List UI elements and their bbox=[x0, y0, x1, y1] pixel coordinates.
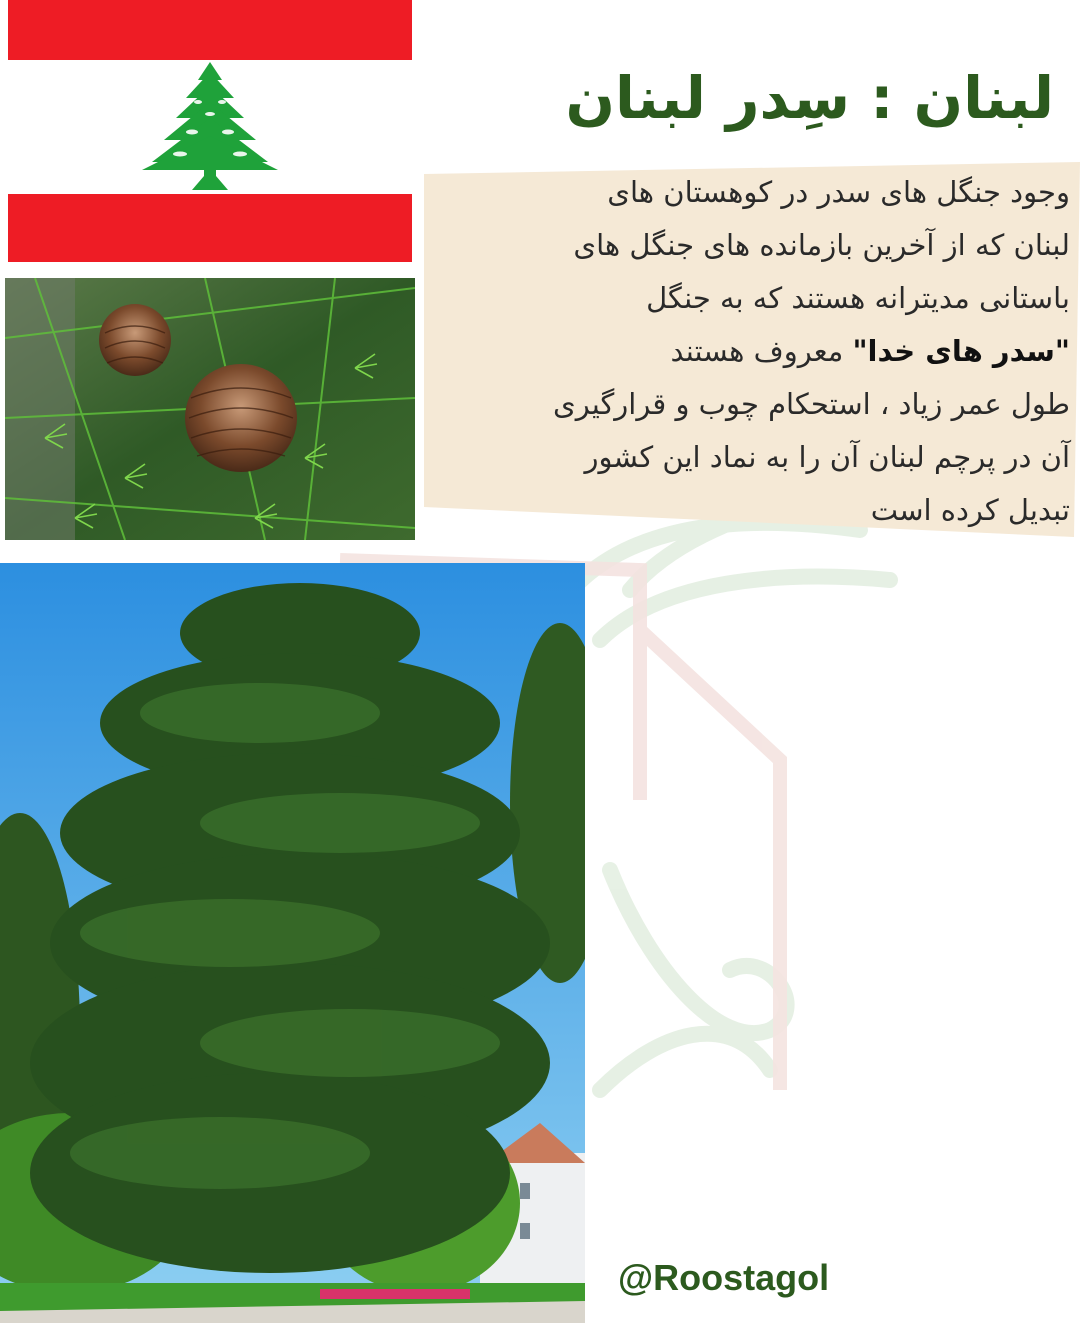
highlight-phrase: "سدر های خدا" bbox=[852, 334, 1070, 368]
description-line-6: آن در پرچم لبنان آن را به نماد این کشور bbox=[584, 440, 1070, 474]
cedar-tree-photo bbox=[0, 563, 585, 1323]
flag-red-band-bottom bbox=[8, 194, 412, 262]
flag-red-band-top bbox=[8, 0, 412, 60]
description-line-4-rest: معروف هستند bbox=[670, 334, 853, 368]
description-line-2: لبنان که از آخرین بازمانده های جنگل های bbox=[573, 228, 1070, 262]
description-text bbox=[430, 166, 1070, 537]
description-line-7: تبدیل کرده است bbox=[870, 493, 1070, 527]
description-line-1: وجود جنگل های سدر در کوهستان های bbox=[607, 175, 1070, 209]
description-line-4 bbox=[430, 325, 1070, 378]
page-title: لبنان : سِدر لبنان bbox=[565, 64, 1054, 132]
cedar-cones-photo bbox=[5, 278, 415, 540]
description-line-3: باستانی مدیترانه هستند که به جنگل bbox=[646, 281, 1070, 315]
cedar-tree-icon bbox=[140, 58, 280, 194]
description-line-5: طول عمر زیاد ، استحکام چوب و قرارگیری bbox=[553, 387, 1070, 421]
account-handle: @Roostagol bbox=[618, 1257, 830, 1298]
lebanon-flag bbox=[8, 0, 412, 262]
